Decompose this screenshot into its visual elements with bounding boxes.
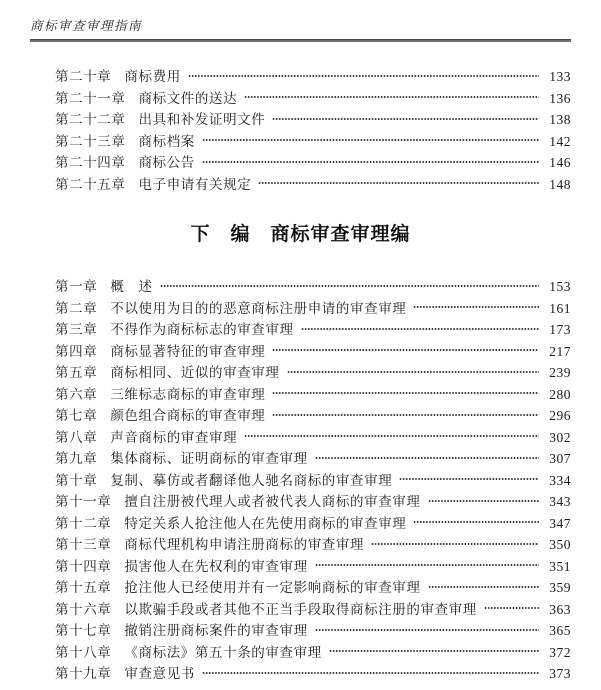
toc-entry <box>55 340 571 362</box>
running-header-title: 商标审查审理指南 <box>30 19 143 33</box>
toc-entry <box>55 275 571 297</box>
page-number: 307 <box>549 451 571 466</box>
dot-leader <box>244 90 539 104</box>
chapter-label: 第二十五章 <box>55 176 126 192</box>
toc-entry <box>55 447 571 469</box>
chapter-title: 颜色组合商标的审查审理 <box>110 408 266 423</box>
chapter-title: 三维标志商标的审查审理 <box>110 386 266 402</box>
chapter-title: 损害他人在先权利的审查审理 <box>124 558 308 574</box>
dot-leader <box>413 515 539 529</box>
dot-leader <box>287 365 539 379</box>
chapter-title: 撤销注册商标案件的审查审理 <box>124 623 308 638</box>
dot-leader <box>272 408 539 422</box>
toc-entry <box>55 108 571 130</box>
chapter-title: 商标档案 <box>138 133 195 149</box>
chapter-title: 不以使用为目的的恶意商标注册申请的审查审理 <box>110 300 407 316</box>
chapter-label: 第十七章 <box>55 623 112 638</box>
chapter-label: 第六章 <box>55 386 98 402</box>
toc-entry <box>55 318 571 340</box>
chapter-title: 特定关系人抢注他人在先使用商标的审查审理 <box>124 515 407 531</box>
chapter-label: 第十二章 <box>55 515 112 531</box>
dot-leader <box>244 429 539 443</box>
chapter-title: 商标文件的送达 <box>138 90 238 106</box>
chapter-label: 第十章 <box>55 472 98 488</box>
toc-entry <box>55 641 571 663</box>
chapter-label: 第二十二章 <box>55 112 126 127</box>
chapter-title: 以欺骗手段或者其他不正当手段取得商标注册的审查审理 <box>124 601 477 617</box>
page-number: 365 <box>549 623 571 638</box>
dot-leader <box>413 300 539 314</box>
page-number: 296 <box>549 408 571 423</box>
chapter-label: 第七章 <box>55 408 98 423</box>
toc-entry <box>55 426 571 448</box>
chapter-title: 不得作为商标标志的审查审理 <box>110 322 294 337</box>
page-number: 148 <box>549 176 571 192</box>
page-number: 373 <box>549 666 571 681</box>
toc-entry <box>55 662 571 684</box>
toc-entry <box>55 576 571 598</box>
chapter-title: 商标费用 <box>124 69 181 84</box>
chapter-label: 第五章 <box>55 365 98 380</box>
page-number: 138 <box>549 112 571 127</box>
dot-leader <box>202 155 539 169</box>
toc-entry <box>55 598 571 620</box>
toc-entry <box>55 619 571 641</box>
chapter-label: 第八章 <box>55 429 98 445</box>
dot-leader <box>484 601 539 615</box>
toc-entry <box>55 404 571 426</box>
dot-leader <box>202 666 539 680</box>
toc-entry <box>55 469 571 491</box>
chapter-title: 商标相同、近似的审查审理 <box>110 365 280 380</box>
toc-entry <box>55 512 571 534</box>
page-number: 217 <box>549 343 571 359</box>
chapter-label: 第十六章 <box>55 601 112 617</box>
toc-entry <box>55 151 571 173</box>
page-number: 146 <box>549 155 571 170</box>
chapter-label: 第二十一章 <box>55 90 126 106</box>
chapter-title: 抢注他人已经使用并有一定影响商标的审查审理 <box>124 580 421 595</box>
page-number: 136 <box>549 90 571 106</box>
page-number: 280 <box>549 386 571 402</box>
page-number: 359 <box>549 580 571 595</box>
chapter-label: 第四章 <box>55 343 98 359</box>
toc-entry <box>55 533 571 555</box>
chapter-title: 商标显著特征的审查审理 <box>110 343 266 359</box>
dot-leader <box>329 644 539 658</box>
chapter-title: 擅自注册被代理人或者被代表人商标的审查审理 <box>124 494 421 509</box>
chapter-title: 《商标法》第五十条的审查审理 <box>124 644 322 660</box>
dot-leader <box>399 472 539 486</box>
page-number: 133 <box>549 69 571 84</box>
chapter-title: 出具和补发证明文件 <box>138 112 266 127</box>
chapter-label: 第十四章 <box>55 558 112 574</box>
page-number: 350 <box>549 537 571 552</box>
page-number: 173 <box>549 322 571 337</box>
page-number: 372 <box>549 644 571 660</box>
chapter-title: 电子申请有关规定 <box>138 176 252 192</box>
dot-leader <box>202 133 539 147</box>
dot-leader <box>160 279 539 293</box>
toc-entry <box>55 87 571 109</box>
dot-leader <box>315 451 539 465</box>
chapter-title: 集体商标、证明商标的审查审理 <box>110 451 308 466</box>
page-number: 351 <box>549 558 571 574</box>
dot-leader <box>272 343 539 357</box>
page-number: 363 <box>549 601 571 617</box>
chapter-title: 声音商标的审查审理 <box>110 429 238 445</box>
chapter-label: 第九章 <box>55 451 98 466</box>
page-number: 302 <box>549 429 571 445</box>
page-number: 343 <box>549 494 571 509</box>
page-number: 334 <box>549 472 571 488</box>
chapter-title: 复制、摹仿或者翻译他人驰名商标的审查审理 <box>110 472 393 488</box>
page-number: 239 <box>549 365 571 380</box>
dot-leader <box>272 386 539 400</box>
chapter-label: 第十五章 <box>55 580 112 595</box>
dot-leader <box>301 322 539 336</box>
section-title: 下 编 商标审查审理编 <box>190 224 411 245</box>
page-number: 347 <box>549 515 571 531</box>
toc-entry <box>55 361 571 383</box>
chapter-label: 第十八章 <box>55 644 112 660</box>
chapter-title: 商标公告 <box>138 155 195 170</box>
chapter-label: 第二章 <box>55 300 98 316</box>
toc-entry <box>55 173 571 195</box>
chapter-label: 第二十章 <box>55 69 112 84</box>
chapter-title: 商标代理机构申请注册商标的审查审理 <box>124 537 365 552</box>
chapter-label: 第二十三章 <box>55 133 126 149</box>
dot-leader <box>428 494 539 508</box>
header-rule <box>30 39 571 42</box>
toc-entry <box>55 383 571 405</box>
toc-entry <box>55 130 571 152</box>
toc-entry <box>55 490 571 512</box>
dot-leader <box>315 558 539 572</box>
page-number: 142 <box>549 133 571 149</box>
chapter-label: 第十三章 <box>55 537 112 552</box>
chapter-label: 第三章 <box>55 322 98 337</box>
dot-leader <box>371 537 539 551</box>
toc-top-list <box>55 65 571 194</box>
dot-leader <box>428 580 539 594</box>
toc-entry <box>55 555 571 577</box>
toc-main-list <box>55 275 571 684</box>
dot-leader <box>258 176 539 190</box>
dot-leader <box>272 112 539 126</box>
toc-entry <box>55 297 571 319</box>
page-number: 161 <box>549 300 571 316</box>
dot-leader <box>188 69 539 83</box>
dot-leader <box>315 623 539 637</box>
chapter-label: 第十一章 <box>55 494 112 509</box>
page-number: 153 <box>549 279 571 294</box>
chapter-title: 概 述 <box>110 279 153 294</box>
toc-entry <box>55 65 571 87</box>
chapter-label: 第一章 <box>55 279 98 294</box>
chapter-label: 第二十四章 <box>55 155 126 170</box>
chapter-title: 审查意见书 <box>124 666 195 681</box>
chapter-label: 第十九章 <box>55 666 112 681</box>
